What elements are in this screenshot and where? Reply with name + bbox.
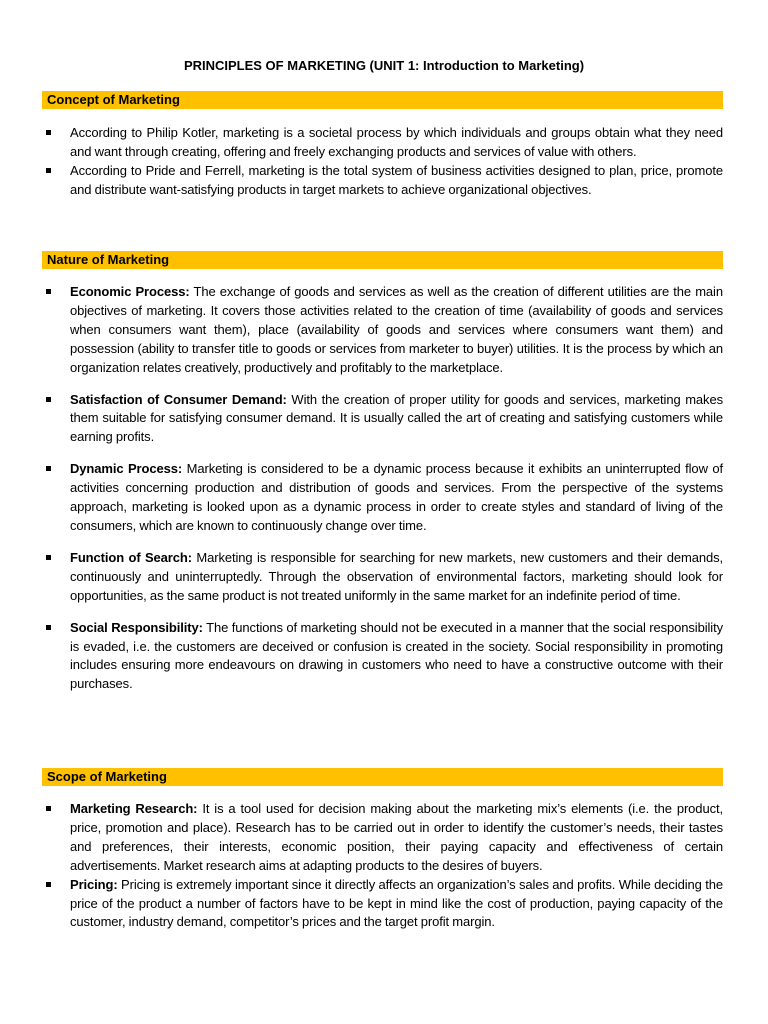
page-title: PRINCIPLES OF MARKETING (UNIT 1: Introduction to Marketing) [183,58,585,73]
item-term: Pricing: [70,876,118,892]
section-heading-nature: Nature of Marketing [42,251,723,269]
item-term: Function of Search: [70,549,192,565]
bullet-icon [46,168,51,173]
list-item [42,549,723,606]
item-term: Satisfaction of Consumer Demand: [70,391,287,407]
item-text: The exchange of goods and services as well as the creation of different utilities are the main objectives of marketing. It covers those activities related to the creation of time (availability of goods and services when consumers want them), place (availability of goods and services where consumers want them) and possession (ability to transfer title to goods or services from marketer to buyer) utilities. It is the process by which an organization relates creatively, productively and profitably to the marketplace. [70,284,723,375]
list-item [42,162,723,200]
list-item [42,124,723,162]
scope-list [42,800,723,932]
item-text: With the creation of proper utility for goods and services, marketing makes them suitable for satisfying consumer demand. It is usually called the art of creating and satisfying customers while earning profits. [70,391,723,445]
item-term: Social Responsibility: [70,619,203,635]
list-item [42,460,723,536]
item-term: Marketing Research: [70,801,198,816]
bullet-icon [46,806,51,811]
bullet-icon [46,882,51,887]
list-item [42,876,723,933]
item-term: Dynamic Process: [70,461,183,477]
section-heading-concept: Concept of Marketing [42,91,723,109]
list-item [42,619,723,695]
list-item [42,283,723,378]
list-item [42,800,723,876]
section-heading-scope: Scope of Marketing [42,768,723,786]
bullet-icon [46,555,51,560]
bullet-icon [46,130,51,135]
item-text: Pricing is extremely important since it directly affects an organization’s sales and profits. While deciding the price of the product a number of factors have to be kept in mind like the cost of production, paying capacity of the customer, industry demand, competitor’s prices and the target profit margin. [70,876,723,930]
concept-list [42,124,723,200]
bullet-icon [46,466,51,471]
item-text: Marketing is responsible for searching for new markets, new customers and their demands, continuously and uninterruptedly. Through the observation of environmental factors, marketing should look for opportunities, as the same product is not treated uniformly in the same market for an indefinite period of time. [70,549,723,603]
bullet-icon [46,397,51,402]
item-text: Marketing is considered to be a dynamic process because it exhibits an uninterrupted flow of activities concerning production and distribution of goods and services. From the perspective of the systems approach, marketing is looked upon as a dynamic process in order to create styles and standard of living of the consumers, which are known to continuously change over time. [70,461,723,533]
item-text: The functions of marketing should not be executed in a manner that the social responsibility is evaded, i.e. the customers are deceived or confusion is created in the society. Social responsibility in promoting includes ensuring more endeavours on drawing in customers who need to have a constructive outcome with their purchases. [70,619,723,692]
bullet-icon [46,289,51,294]
bullet-icon [46,625,51,630]
item-term: Economic Process: [70,284,190,299]
item-text: According to Philip Kotler, marketing is a societal process by which individuals and groups obtain what they need and want through creating, offering and freely exchanging products and services of value with others. [70,125,723,159]
nature-list [42,283,723,694]
item-text: It is a tool used for decision making about the marketing mix’s elements (i.e. the product, price, promotion and place). Research has to be carried out in order to identify the customer’s needs, their tastes and preferences, their interests, economic position, their paying capacity and effectiveness of certain advertisements. Market research aims at adapting products to the desires of buyers. [70,801,723,873]
item-text: According to Pride and Ferrell, marketing is the total system of business activities designed to plan, price, promote and distribute want-satisfying products in target markets to achieve organizational objectives. [70,162,723,197]
list-item [42,391,723,448]
